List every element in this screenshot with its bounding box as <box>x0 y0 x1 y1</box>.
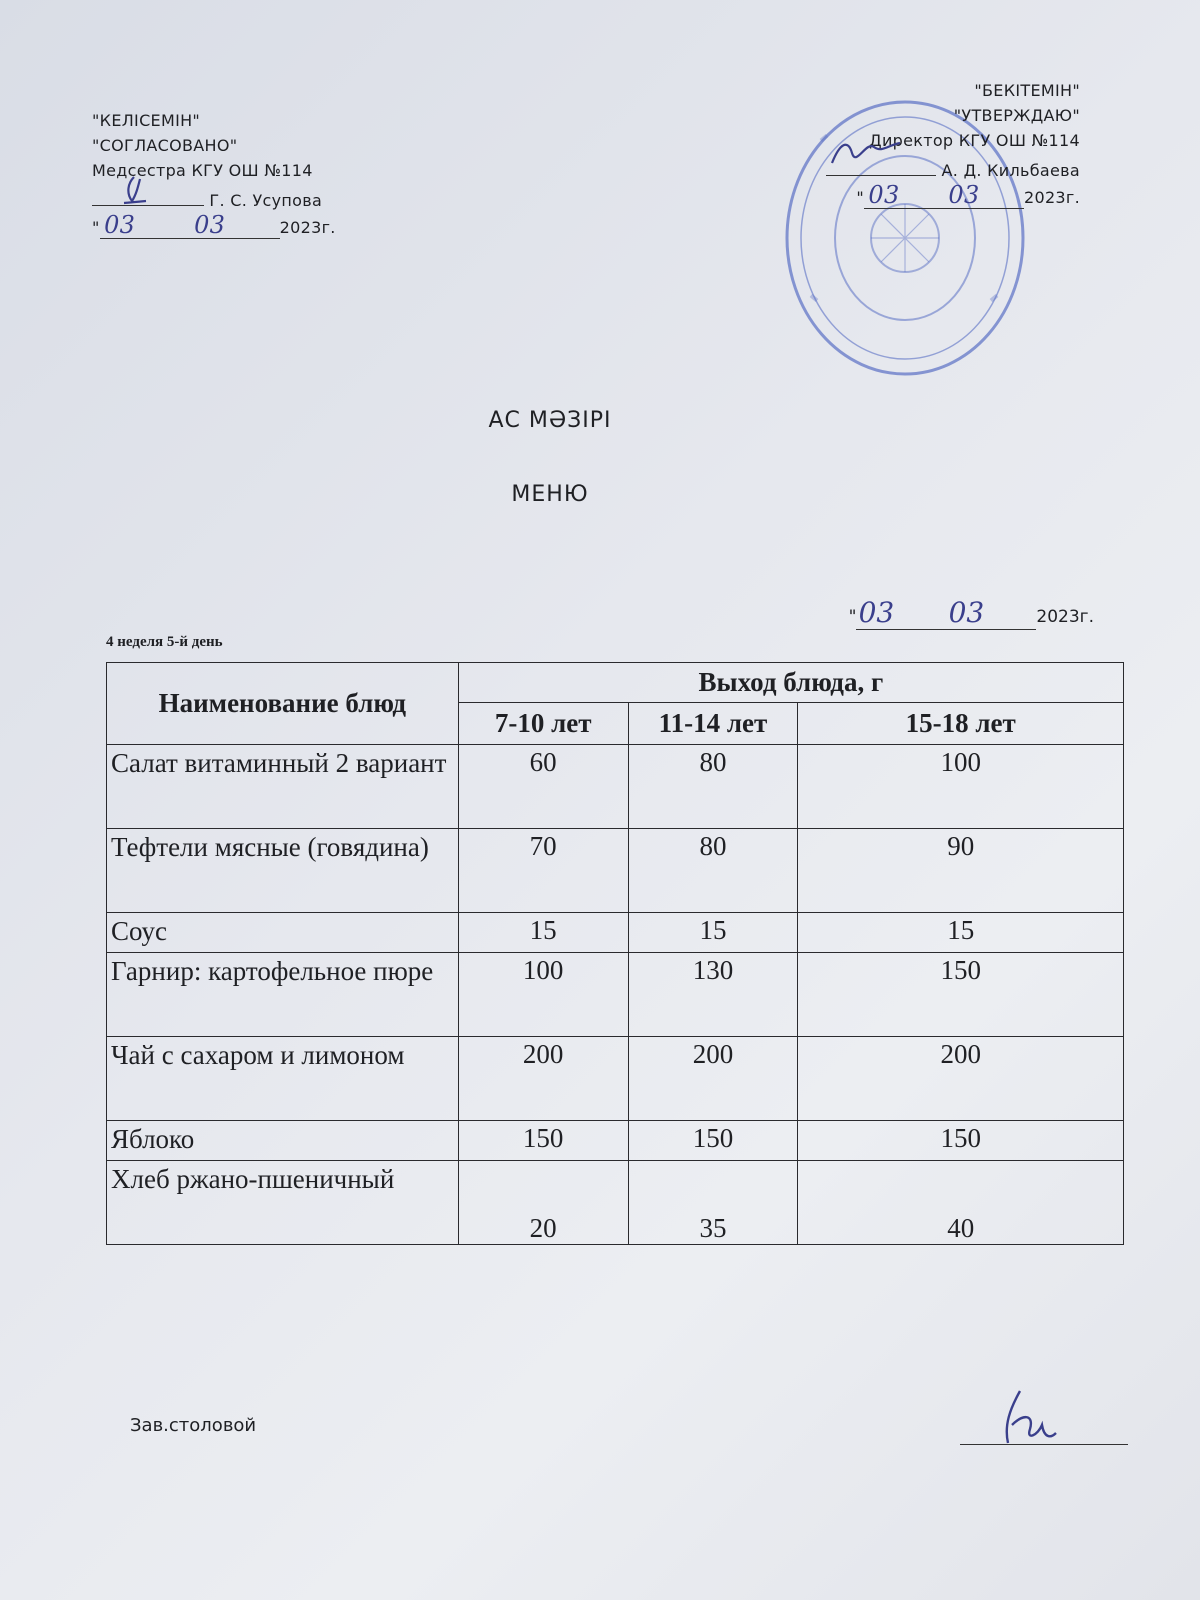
portion-value: 20 <box>458 1161 628 1245</box>
week-day-label: 4 неделя 5-й день <box>106 634 223 650</box>
approved-kz-label: "БЕКІТЕМІН" <box>974 81 1080 100</box>
agreed-date-day: 03 <box>100 213 140 239</box>
dish-name: Чай с сахаром и лимоном <box>107 1037 459 1121</box>
dish-name: Тефтели мясные (говядина) <box>107 829 459 913</box>
header-age-group: 11-14 лет <box>628 703 798 745</box>
nurse-signature <box>114 173 154 207</box>
portion-value: 15 <box>798 913 1124 953</box>
nurse-position: Медсестра КГУ ОШ №114 <box>92 161 313 180</box>
approved-date-day: 03 <box>864 183 904 209</box>
director-name: А. Д. Кильбаева <box>941 161 1080 180</box>
portion-value: 15 <box>458 913 628 953</box>
agreed-date-month: 03 <box>140 213 280 239</box>
header-dish-name: Наименование блюд <box>107 663 459 745</box>
portion-value: 40 <box>798 1161 1124 1245</box>
manager-signature <box>990 1385 1060 1455</box>
portion-value: 100 <box>798 745 1124 829</box>
signature-blank <box>826 153 936 176</box>
title-ru: МЕНЮ <box>511 482 589 507</box>
director-signature-line <box>826 153 1080 183</box>
agreed-kz-label: "КЕЛІСЕМІН" <box>92 111 201 130</box>
menu-date-year: 2023г. <box>1036 607 1094 627</box>
portion-value: 15 <box>628 913 798 953</box>
dish-name: Соус <box>107 913 459 953</box>
title-kz: АС МӘЗІРІ <box>488 408 612 433</box>
header-age-group: 7-10 лет <box>458 703 628 745</box>
portion-value: 80 <box>628 829 798 913</box>
dish-name: Яблоко <box>107 1121 459 1161</box>
menu-date-month: 03 <box>896 596 1036 630</box>
portion-value: 60 <box>458 745 628 829</box>
approved-date: " 03 03 2023г. <box>856 181 1080 209</box>
approval-agreed-block <box>92 108 336 240</box>
signature-blank <box>92 183 204 206</box>
agreed-date-year: 2023г. <box>279 218 336 237</box>
table-row <box>107 745 1124 829</box>
agreed-ru-label: "СОГЛАСОВАНО" <box>92 136 238 155</box>
portion-value: 150 <box>458 1121 628 1161</box>
approved-ru-label: "УТВЕРЖДАЮ" <box>953 106 1080 125</box>
table-row <box>107 913 1124 953</box>
director-signature <box>826 133 906 173</box>
table-row <box>107 829 1124 913</box>
agreed-date: " 03 03 2023г. <box>92 211 336 239</box>
director-position: Директор КГУ ОШ №114 <box>869 131 1080 150</box>
dish-name: Гарнир: картофельное пюре <box>107 953 459 1037</box>
menu-date-day: 03 <box>856 596 896 630</box>
portion-value: 70 <box>458 829 628 913</box>
portion-value: 150 <box>798 1121 1124 1161</box>
header-age-group: 15-18 лет <box>798 703 1124 745</box>
header-output: Выход блюда, г <box>458 663 1123 703</box>
portion-value: 80 <box>628 745 798 829</box>
portion-value: 90 <box>798 829 1124 913</box>
menu-table <box>106 662 1124 1245</box>
nurse-signature-line <box>92 183 336 213</box>
dish-name: Хлеб ржано-пшеничный <box>107 1161 459 1245</box>
approved-date-year: 2023г. <box>1023 188 1080 207</box>
table-row <box>107 953 1124 1037</box>
table-row <box>107 1161 1124 1245</box>
portion-value: 200 <box>458 1037 628 1121</box>
portion-value: 130 <box>628 953 798 1037</box>
approval-approved-block <box>826 78 1080 210</box>
portion-value: 200 <box>628 1037 798 1121</box>
portion-value: 35 <box>628 1161 798 1245</box>
dish-name: Салат витаминный 2 вариант <box>107 745 459 829</box>
nurse-name: Г. С. Усупова <box>209 191 323 210</box>
portion-value: 100 <box>458 953 628 1037</box>
table-row <box>107 1121 1124 1161</box>
approved-date-month: 03 <box>904 183 1024 209</box>
table-row <box>107 1037 1124 1121</box>
menu-date: "03 03 2023г. <box>848 596 1094 629</box>
canteen-manager-label: Зав.столовой <box>130 1415 257 1436</box>
portion-value: 200 <box>798 1037 1124 1121</box>
portion-value: 150 <box>628 1121 798 1161</box>
portion-value: 150 <box>798 953 1124 1037</box>
